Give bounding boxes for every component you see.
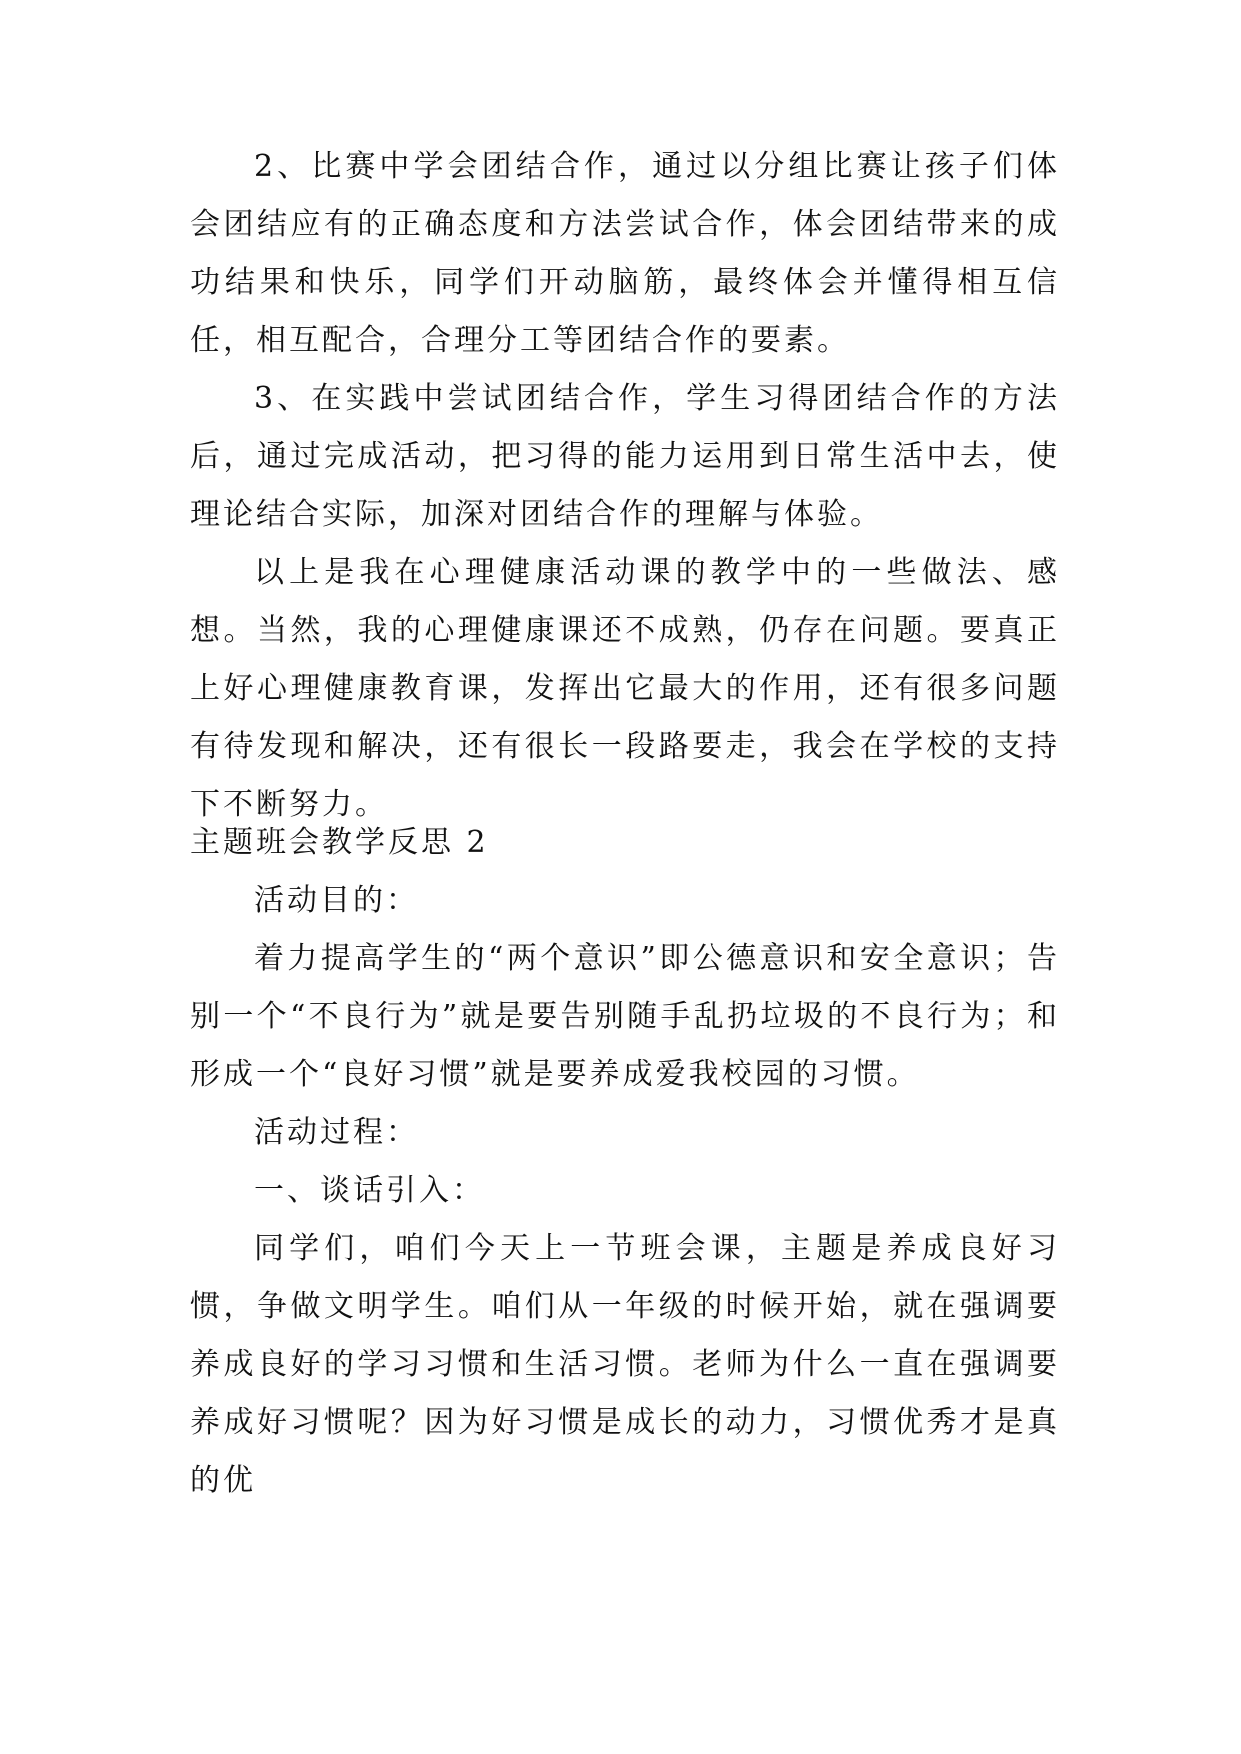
paragraph-activity-process-label: 活动过程： (254, 1115, 419, 1150)
paragraph-activity-goal: 着力提高学生的“两个意识”即公德意识和安全意识；告别一个“不良行为”就是要告别随手乱扔垃圾的不良行为；和形成一个“良好习惯”就是要养成爱我校园的习惯。 (190, 941, 1060, 1092)
paragraph-activity-goal-label: 活动目的： (254, 883, 419, 918)
paragraph-conclusion: 以上是我在心理健康活动课的教学中的一些做法、感想。当然，我的心理健康课还不成熟，仍存在问题。要真正上好心理健康教育课，发挥出它最大的作用，还有很多问题有待发现和解决，还有很长一段路要走，我会在学校的支持下不断努力。 (190, 555, 1060, 822)
paragraph-teamwork-competition: 2、比赛中学会团结合作，通过以分组比赛让孩子们体会团结应有的正确态度和方法尝试合作，体会团结带来的成功结果和快乐，同学们开动脑筋，最终体会并懂得相互信任，相互配合，合理分工等团结合作的要素。 (190, 149, 1060, 358)
document-body-bottom (190, 814, 1060, 1510)
paragraph-intro-text: 同学们，咱们今天上一节班会课，主题是养成良好习惯，争做文明学生。咱们从一年级的时候开始，就在强调要养成良好的学习习惯和生活习惯。老师为什么一直在强调要养成好习惯呢？因为好习惯是成长的动力，习惯优秀才是真的优 (190, 1231, 1060, 1498)
document-body-top (190, 138, 1060, 834)
paragraph-intro-label: 一、谈话引入： (254, 1173, 485, 1208)
section-title: 主题班会教学反思 2 (190, 825, 489, 860)
paragraph-teamwork-practice: 3、在实践中尝试团结合作，学生习得团结合作的方法后，通过完成活动，把习得的能力运用到日常生活中去，使理论结合实际，加深对团结合作的理解与体验。 (190, 381, 1060, 532)
